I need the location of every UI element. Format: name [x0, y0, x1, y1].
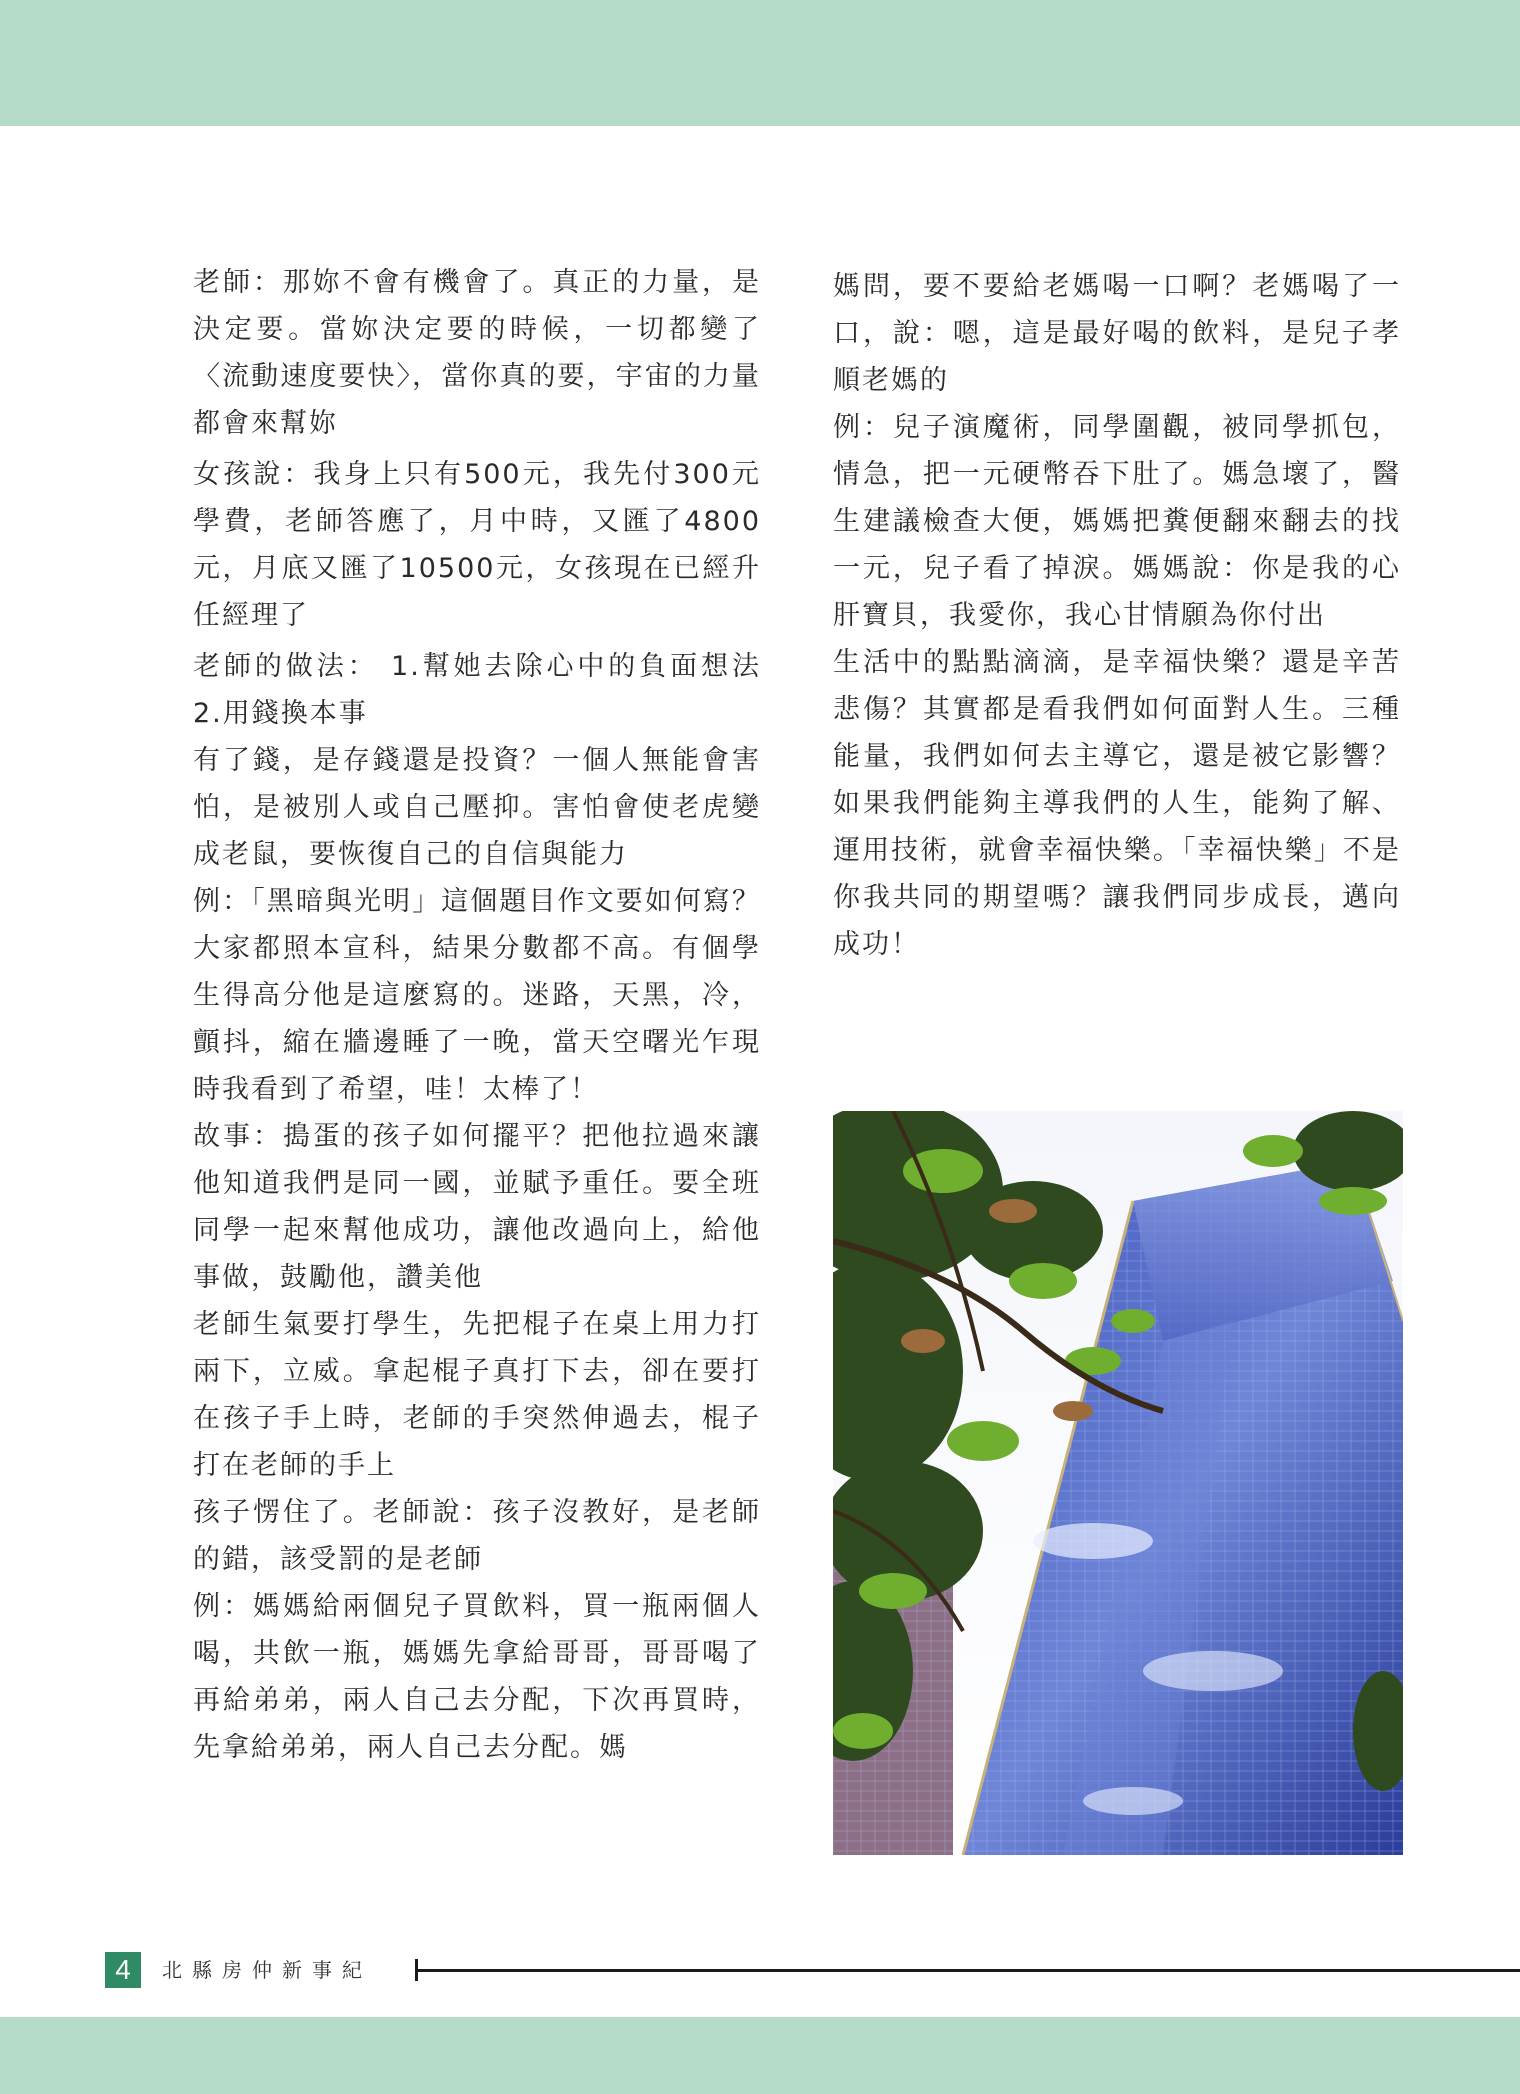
paragraph: 老師：那妳不會有機會了。真正的力量，是決定要。當妳決定要的時候，一切都變了〈流動速度要快〉，當你真的要，宇宙的力量都會來幫妳: [193, 267, 761, 439]
paragraph: 老師生氣要打學生，先把棍子在桌上用力打兩下，立威。拿起棍子真打下去，卻在要打在孩子手上時，老師的手突然伸過去，棍子打在老師的手上: [193, 1309, 761, 1481]
publication-title: 北縣房仲新事紀: [162, 1958, 372, 1982]
page-footer: [0, 1952, 1520, 1992]
paragraph: 例：「黑暗與光明」這個題目作文要如何寫？大家都照本宣科，結果分數都不高。有個學生得高分他是這麼寫的。迷路，天黑，冷，顫抖，縮在牆邊睡了一晚，當天空曙光乍現時我看到了希望，哇！太棒了！: [193, 886, 761, 1105]
bottom-color-band: [0, 2017, 1520, 2094]
paragraph: 女孩說：我身上只有500元，我先付300元學費，老師答應了，月中時，又匯了4800元，月底又匯了10500元，女孩現在已經升任經理了: [193, 459, 761, 631]
paragraph: 生活中的點點滴滴，是幸福快樂？還是辛苦悲傷？其實都是看我們如何面對人生。三種能量，我們如何去主導它，還是被它影響？如果我們能夠主導我們的人生，能夠了解、運用技術，就會幸福快樂。「幸福快樂」不是你我共同的期望嗎？讓我們同步成長，邁向成功！: [833, 647, 1401, 960]
page-number: 4: [105, 1952, 141, 1988]
paragraph: 例：媽媽給兩個兒子買飲料，買一瓶兩個人喝，共飲一瓶，媽媽先拿給哥哥，哥哥喝了再給弟弟，兩人自己去分配，下次再買時，先拿給弟弟，兩人自己去分配。媽: [193, 1591, 761, 1763]
paragraph: 例：兒子演魔術，同學圍觀，被同學抓包，情急，把一元硬幣吞下肚了。媽急壞了，醫生建議檢查大便，媽媽把糞便翻來翻去的找一元，兒子看了掉淚。媽媽說：你是我的心肝寶貝，我愛你，我心甘情願為你付出: [833, 412, 1401, 631]
paragraph: 孩子愣住了。老師說：孩子沒教好，是老師的錯，該受罰的是老師: [193, 1497, 761, 1575]
skyscraper-photo: [833, 1111, 1403, 1855]
paragraph: 媽問，要不要給老媽喝一口啊？老媽喝了一口，說：嗯，這是最好喝的飲料，是兒子孝順老媽的: [833, 271, 1401, 396]
paragraph: 有了錢，是存錢還是投資？一個人無能會害怕，是被別人或自己壓抑。害怕會使老虎變成老鼠，要恢復自己的自信與能力: [193, 745, 761, 870]
paragraph: 故事：搗蛋的孩子如何擺平？把他拉過來讓他知道我們是同一國，並賦予重任。要全班同學一起來幫他成功，讓他改過向上，給他事做，鼓勵他，讚美他: [193, 1121, 761, 1293]
article-right-column: [833, 263, 1401, 968]
article-left-column: [193, 259, 761, 1771]
top-color-band: [0, 0, 1520, 126]
footer-rule: [415, 1969, 1520, 1972]
paragraph: 老師的做法： 1.幫她去除心中的負面想法 2.用錢換本事: [193, 651, 761, 729]
